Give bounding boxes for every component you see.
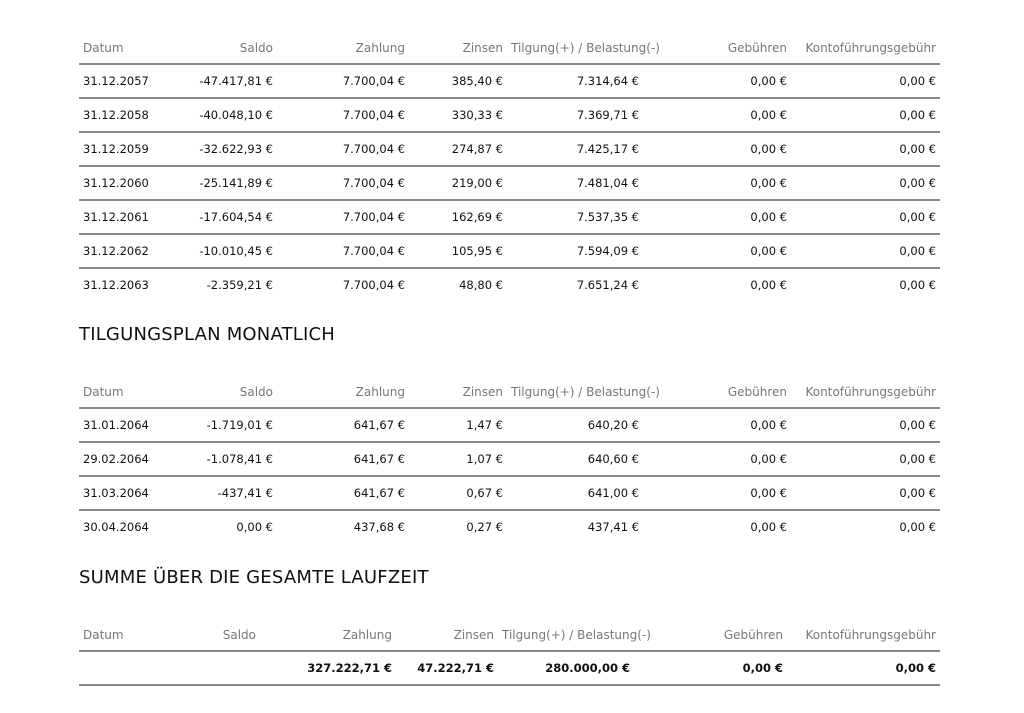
cell-kontofuehrung: 0,00 € <box>791 476 940 510</box>
cell-zahlung: 7.700,04 € <box>277 98 409 132</box>
table-row <box>79 408 940 442</box>
col-header-zinsen: Zinsen <box>396 620 498 651</box>
cell-tilgung: 7.314,64 € <box>507 64 643 98</box>
cell-gebuehren: 0,00 € <box>643 98 791 132</box>
col-header-gebuehren: Gebühren <box>643 33 791 64</box>
cell-datum: 31.12.2063 <box>83 278 149 292</box>
cell-gebuehren: 0,00 € <box>643 200 791 234</box>
cell-datum: 31.03.2064 <box>79 476 169 510</box>
cell-kontofuehrung: 0,00 € <box>899 520 936 534</box>
sum-tilgung: 280.000,00 € <box>498 651 634 685</box>
yearly-table-body <box>79 64 940 301</box>
summary-row <box>79 651 940 685</box>
summary-section-title: SUMME ÜBER DIE GESAMTE LAUFZEIT <box>79 567 429 588</box>
table-row <box>79 132 940 166</box>
cell-gebuehren: 0,00 € <box>643 166 791 200</box>
col-header-saldo: Saldo <box>169 377 277 408</box>
col-header-kontofuehrung: Kontoführungsgebühr <box>787 620 940 651</box>
cell-datum: 31.12.2058 <box>79 98 169 132</box>
sum-kontofuehrung: 0,00 € <box>787 651 940 685</box>
col-header-gebuehren: Gebühren <box>634 620 787 651</box>
cell-saldo: 0,00 € <box>236 520 273 534</box>
cell-datum: 31.12.2062 <box>79 234 169 268</box>
cell-gebuehren: 0,00 € <box>643 442 791 476</box>
cell-datum: 31.12.2060 <box>79 166 169 200</box>
monthly-amortization-table <box>79 377 940 543</box>
table-header-row <box>79 377 940 408</box>
cell-tilgung: 437,41 € <box>587 520 639 534</box>
summary-table <box>79 620 940 686</box>
cell-zahlung: 641,67 € <box>277 476 409 510</box>
cell-zinsen: 1,07 € <box>409 442 507 476</box>
yearly-amortization-table <box>79 33 940 301</box>
table-row <box>79 510 940 543</box>
cell-kontofuehrung: 0,00 € <box>791 64 940 98</box>
cell-kontofuehrung: 0,00 € <box>791 98 940 132</box>
cell-gebuehren: 0,00 € <box>750 520 787 534</box>
sum-zinsen: 47.222,71 € <box>396 651 498 685</box>
cell-datum: 31.12.2059 <box>79 132 169 166</box>
cell-kontofuehrung: 0,00 € <box>791 200 940 234</box>
cell-saldo: -17.604,54 € <box>169 200 277 234</box>
monthly-section-title: TILGUNGSPLAN MONATLICH <box>79 324 336 345</box>
col-header-datum: Datum <box>79 33 169 64</box>
cell-kontofuehrung: 0,00 € <box>791 442 940 476</box>
cell-saldo: -32.622,93 € <box>169 132 277 166</box>
col-header-tilgung: Tilgung(+) / Belastung(-) <box>498 620 634 651</box>
cell-zahlung: 437,68 € <box>353 520 405 534</box>
cell-gebuehren: 0,00 € <box>643 476 791 510</box>
cell-zinsen: 0,67 € <box>409 476 507 510</box>
cell-tilgung: 7.481,04 € <box>507 166 643 200</box>
col-header-zinsen: Zinsen <box>409 377 507 408</box>
cell-zinsen: 274,87 € <box>409 132 507 166</box>
cell-kontofuehrung: 0,00 € <box>791 408 940 442</box>
cell-kontofuehrung: 0,00 € <box>791 166 940 200</box>
table-header-row <box>79 620 940 651</box>
col-header-kontofuehrung: Kontoführungsgebühr <box>791 377 940 408</box>
cell-zahlung: 641,67 € <box>277 442 409 476</box>
cell-gebuehren: 0,00 € <box>750 278 787 292</box>
cell-saldo: -1.719,01 € <box>169 408 277 442</box>
cell-saldo: -25.141,89 € <box>169 166 277 200</box>
cell-zinsen: 48,80 € <box>459 278 503 292</box>
cell-zahlung: 7.700,04 € <box>277 234 409 268</box>
sum-datum <box>79 651 169 685</box>
cell-zinsen: 1,47 € <box>409 408 507 442</box>
cell-zinsen: 219,00 € <box>409 166 507 200</box>
cell-tilgung: 7.651,24 € <box>576 278 639 292</box>
cell-gebuehren: 0,00 € <box>643 64 791 98</box>
col-header-gebuehren: Gebühren <box>643 377 791 408</box>
col-header-saldo: Saldo <box>169 620 260 651</box>
monthly-table-body <box>79 408 940 543</box>
col-header-datum: Datum <box>79 620 169 651</box>
cell-zinsen: 0,27 € <box>466 520 503 534</box>
col-header-zinsen: Zinsen <box>409 33 507 64</box>
cell-datum: 31.12.2061 <box>79 200 169 234</box>
cell-saldo: -2.359,21 € <box>206 278 273 292</box>
col-header-zahlung: Zahlung <box>260 620 396 651</box>
sum-zahlung: 327.222,71 € <box>260 651 396 685</box>
cell-kontofuehrung: 0,00 € <box>791 234 940 268</box>
cell-zahlung: 7.700,04 € <box>277 200 409 234</box>
table-row <box>79 268 940 301</box>
cell-datum: 31.12.2057 <box>79 64 169 98</box>
cell-datum: 31.01.2064 <box>79 408 169 442</box>
cell-zinsen: 385,40 € <box>409 64 507 98</box>
cell-zahlung: 641,67 € <box>277 408 409 442</box>
cell-tilgung: 641,00 € <box>507 476 643 510</box>
table-row <box>79 166 940 200</box>
cell-saldo: -10.010,45 € <box>169 234 277 268</box>
table-row <box>79 476 940 510</box>
cell-kontofuehrung: 0,00 € <box>791 132 940 166</box>
col-header-datum: Datum <box>79 377 169 408</box>
cell-gebuehren: 0,00 € <box>643 234 791 268</box>
cell-zahlung: 7.700,04 € <box>342 278 405 292</box>
cell-kontofuehrung: 0,00 € <box>899 278 936 292</box>
cell-tilgung: 7.369,71 € <box>507 98 643 132</box>
cell-saldo: -437,41 € <box>169 476 277 510</box>
cell-saldo: -40.048,10 € <box>169 98 277 132</box>
table-row <box>79 234 940 268</box>
cell-tilgung: 7.594,09 € <box>507 234 643 268</box>
cell-gebuehren: 0,00 € <box>643 408 791 442</box>
table-row <box>79 442 940 476</box>
cell-tilgung: 640,20 € <box>507 408 643 442</box>
col-header-tilgung: Tilgung(+) / Belastung(-) <box>507 33 643 64</box>
cell-datum: 30.04.2064 <box>83 520 149 534</box>
cell-tilgung: 7.425,17 € <box>507 132 643 166</box>
table-row <box>79 64 940 98</box>
cell-saldo: -1.078,41 € <box>169 442 277 476</box>
cell-gebuehren: 0,00 € <box>643 132 791 166</box>
cell-zinsen: 105,95 € <box>409 234 507 268</box>
table-row <box>79 98 940 132</box>
sum-gebuehren: 0,00 € <box>634 651 787 685</box>
cell-zahlung: 7.700,04 € <box>277 132 409 166</box>
col-header-saldo: Saldo <box>169 33 277 64</box>
table-row <box>79 200 940 234</box>
sum-saldo <box>169 651 260 685</box>
cell-zinsen: 330,33 € <box>409 98 507 132</box>
table-header-row <box>79 33 940 64</box>
cell-zinsen: 162,69 € <box>409 200 507 234</box>
cell-zahlung: 7.700,04 € <box>277 166 409 200</box>
cell-tilgung: 7.537,35 € <box>507 200 643 234</box>
cell-saldo: -47.417,81 € <box>169 64 277 98</box>
cell-tilgung: 640,60 € <box>507 442 643 476</box>
col-header-zahlung: Zahlung <box>277 377 409 408</box>
cell-datum: 29.02.2064 <box>79 442 169 476</box>
col-header-tilgung: Tilgung(+) / Belastung(-) <box>507 377 643 408</box>
cell-zahlung: 7.700,04 € <box>277 64 409 98</box>
col-header-zahlung: Zahlung <box>277 33 409 64</box>
col-header-kontofuehrung: Kontoführungsgebühr <box>791 33 940 64</box>
